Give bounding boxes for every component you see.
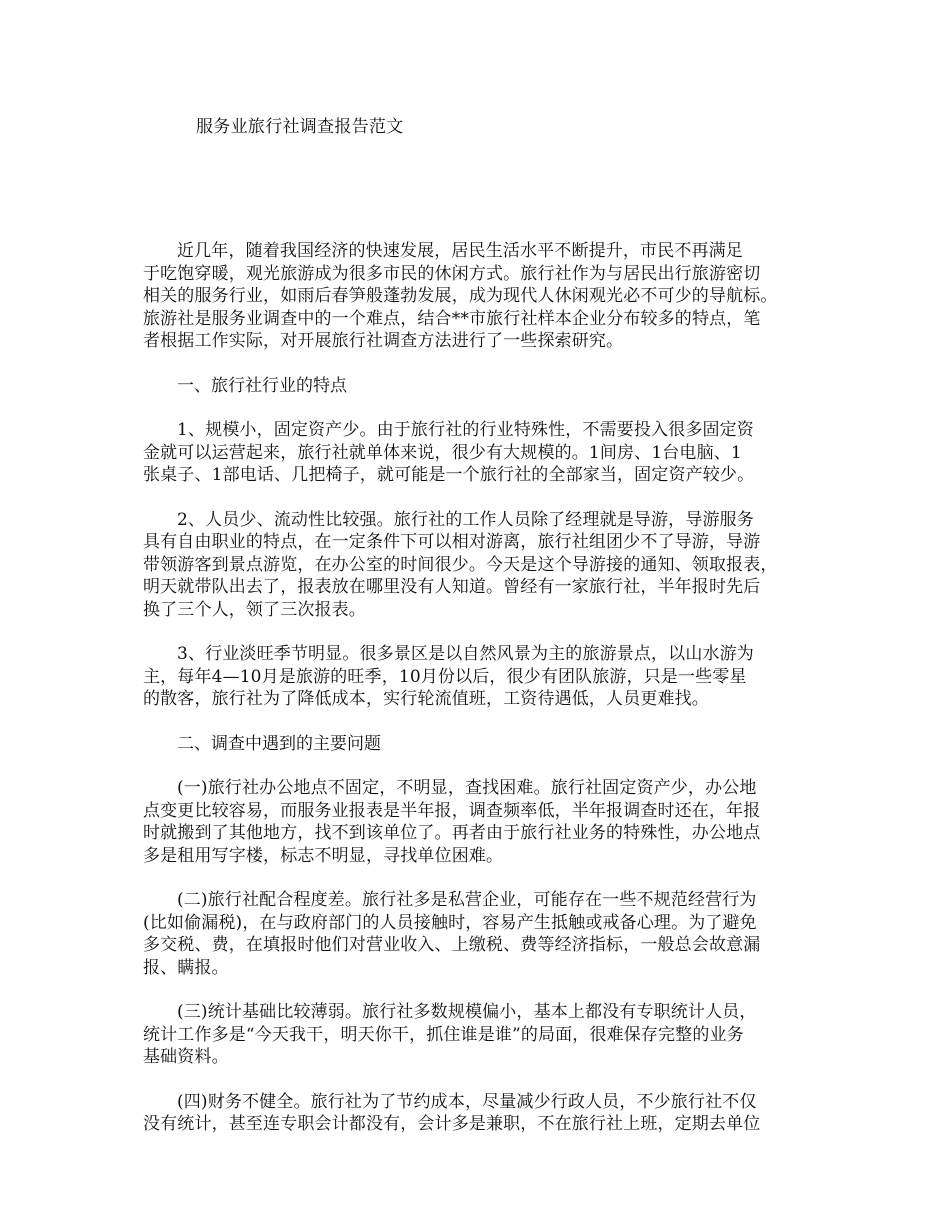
paragraph-line: 换了三个人，领了三次报表。 xyxy=(143,599,366,620)
intro-section xyxy=(143,240,808,353)
paragraph-line: 报、瞒报。 xyxy=(143,957,229,978)
paragraph-line: (比如偷漏税)，在与政府部门的人员接触时，容易产生抵触或戒备心理。为了避免 xyxy=(143,912,757,933)
paragraph xyxy=(143,777,808,867)
paragraph xyxy=(143,1091,808,1136)
paragraph-line: 1、规模小，固定资产少。由于旅行社的行业特殊性，不需要投入很多固定资 xyxy=(177,420,754,440)
paragraph xyxy=(143,419,808,487)
paragraph-line: 3、行业淡旺季节明显。很多景区是以自然风景为主的旅游景点，以山水游为 xyxy=(177,644,754,664)
paragraph xyxy=(143,509,808,622)
paragraph-line: 带领游客到景点游览，在办公室的时间很少。今天是这个导游接的通知、领取报表， xyxy=(143,554,778,575)
paragraph-line: (三)统计基础比较薄弱。旅行社多数规模偏小，基本上都没有专职统计人员， xyxy=(177,1002,757,1022)
paragraph-line: 点变更比较容易，而服务业报表是半年报，调查频率低，半年报调查时还在，年报 xyxy=(143,800,761,821)
paragraph xyxy=(143,1001,808,1069)
section-heading-1: 一、旅行社行业的特点 xyxy=(177,375,347,396)
paragraph-line: 时就搬到了其他地方，找不到该单位了。再者由于旅行社业务的特殊性，办公地点 xyxy=(143,823,761,843)
paragraph-line: 者根据工作实际，对开展旅行社调查方法进行了一些探索研究。 xyxy=(143,331,624,351)
paragraph-line: (二)旅行社配合程度差。旅行社多是私营企业，可能存在一些不规范经营行为 xyxy=(177,890,757,910)
paragraph-line: 主，每年4—10月是旅游的旺季，10月份以后，很少有团队旅游，只是一些零星 xyxy=(143,666,747,687)
section-heading-2: 二、调查中遇到的主要问题 xyxy=(177,733,381,754)
paragraph-line: (一)旅行社办公地点不固定，不明显，查找困难。旅行社固定资产少，办公地 xyxy=(177,778,757,798)
section-2-content xyxy=(143,777,808,1136)
paragraph-line: 2、人员少、流动性比较强。旅行社的工作人员除了经理就是导游，导游服务 xyxy=(177,509,754,530)
paragraph-line: 于吃饱穿暖，观光旅游成为很多市民的休闲方式。旅行社作为与居民出行旅游密切 xyxy=(143,263,761,284)
paragraph-line: 相关的服务行业，如雨后春笋般蓬勃发展，成为现代人休闲观光必不可少的导航标。 xyxy=(143,286,778,306)
paragraph-line: 近几年，随着我国经济的快速发展，居民生活水平不断提升，市民不再满足 xyxy=(177,241,743,261)
paragraph-line: 多交税、费，在填报时他们对营业收入、上缴税、费等经济指标，一般总会故意漏 xyxy=(143,935,761,955)
document-body xyxy=(143,240,808,1158)
paragraph-line: 旅游社是服务业调查中的一个难点，结合**市旅行社样本企业分布较多的特点，笔 xyxy=(143,308,761,329)
paragraph xyxy=(143,889,808,979)
paragraph-line: 具有自由职业的特点，在一定条件下可以相对游离，旅行社组团少不了导游，导游 xyxy=(143,532,761,552)
paragraph-line: 金就可以运营起来，旅行社就单体来说，很少有大规模的。1间房、1台电脑、1 xyxy=(143,442,742,463)
paragraph-line: 多是租用写字楼，标志不明显，寻找单位困难。 xyxy=(143,845,504,866)
paragraph-line: 明天就带队出去了，报表放在哪里没有人知道。曾经有一家旅行社，半年报时先后 xyxy=(143,577,761,597)
paragraph xyxy=(143,240,808,353)
document-title: 服务业旅行社调查报告范文 xyxy=(196,117,404,137)
paragraph-line: (四)财务不健全。旅行社为了节约成本，尽量减少行政人员，不少旅行社不仅 xyxy=(177,1091,757,1112)
paragraph-line: 基础资料。 xyxy=(143,1047,229,1067)
paragraph-line: 张桌子、1部电话、几把椅子，就可能是一个旅行社的全部家当，固定资产较少。 xyxy=(143,465,755,485)
paragraph-line: 没有统计，甚至连专职会计都没有，会计多是兼职，不在旅行社上班，定期去单位 xyxy=(143,1114,761,1134)
paragraph-line: 的散客，旅行社为了降低成本，实行轮流值班，工资待遇低，人员更难找。 xyxy=(143,689,709,709)
paragraph xyxy=(143,643,808,711)
section-1-content xyxy=(143,419,808,711)
paragraph-line: 统计工作多是“今天我干，明天你干，抓住谁是谁”的局面，很难保存完整的业务 xyxy=(143,1024,744,1045)
